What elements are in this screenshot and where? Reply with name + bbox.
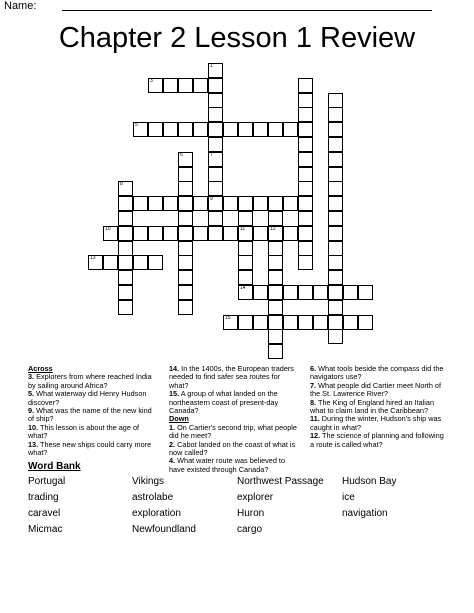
crossword-cell[interactable] (268, 211, 283, 226)
crossword-cell[interactable] (208, 167, 223, 182)
crossword-cell[interactable] (328, 211, 343, 226)
word-bank-item: astrolabe (132, 492, 174, 503)
crossword-cell[interactable] (283, 226, 298, 241)
crossword-cell[interactable] (328, 270, 343, 285)
clue-number: 6 (180, 151, 183, 158)
crossword-cell[interactable] (328, 315, 343, 330)
crossword-cell[interactable] (298, 285, 313, 300)
crossword-cell[interactable] (133, 196, 148, 211)
crossword-cell[interactable] (148, 78, 163, 93)
crossword-cell[interactable] (163, 122, 178, 137)
crossword-cell[interactable] (118, 270, 133, 285)
crossword-cell[interactable] (343, 315, 358, 330)
crossword-cell[interactable] (163, 196, 178, 211)
crossword-cell[interactable] (223, 122, 238, 137)
crossword-cell[interactable] (328, 226, 343, 241)
crossword-cell[interactable] (283, 196, 298, 211)
crossword-cell[interactable] (208, 63, 223, 78)
clue-across-13: 13. These new ships could carry more what? (28, 439, 152, 458)
crossword-cell[interactable] (298, 107, 313, 122)
clue-number: 11 (240, 225, 246, 232)
crossword-cell[interactable] (163, 226, 178, 241)
crossword-cell[interactable] (118, 196, 133, 211)
crossword-cell[interactable] (238, 285, 253, 300)
clue-down-4: 4. What water route was believed to have existed through Canada? (169, 456, 286, 474)
crossword-cell[interactable] (103, 255, 118, 270)
crossword-cell[interactable] (283, 315, 298, 330)
crossword-cell[interactable] (178, 211, 193, 226)
crossword-cell[interactable] (133, 255, 148, 270)
crossword-cell[interactable] (253, 122, 268, 137)
word-bank-item: explorer (237, 492, 274, 503)
crossword-cell[interactable] (193, 122, 208, 137)
crossword-cell[interactable] (238, 196, 253, 211)
crossword-cell[interactable] (178, 167, 193, 182)
crossword-cell[interactable] (328, 107, 343, 122)
across-heading: Across (28, 364, 53, 373)
clue-number: 14 (240, 285, 246, 291)
clues-column-3 (310, 365, 445, 449)
clues-column-2 (169, 365, 301, 474)
crossword-cell[interactable] (328, 241, 343, 256)
crossword-cell[interactable] (328, 137, 343, 152)
name-label: Name: (4, 0, 37, 12)
word-bank-item: Vikings (132, 476, 165, 487)
clue-number: 7 (210, 151, 213, 158)
crossword-cell[interactable] (298, 152, 313, 167)
crossword-cell[interactable] (238, 122, 253, 137)
crossword-cell[interactable] (298, 78, 313, 93)
crossword-cell[interactable] (208, 226, 223, 241)
crossword-cell[interactable] (118, 226, 133, 241)
word-bank-item: Hudson Bay (342, 476, 397, 487)
crossword-cell[interactable] (298, 255, 313, 270)
crossword-cell[interactable] (178, 122, 193, 137)
crossword-cell[interactable] (268, 315, 283, 330)
word-bank-title: Word Bank (28, 461, 81, 472)
word-bank-item: cargo (237, 524, 263, 535)
clue-number: 10 (105, 225, 111, 232)
clues-column-1 (28, 365, 158, 457)
crossword-cell[interactable] (163, 78, 178, 93)
word-bank-item: Northwest Passage (237, 476, 324, 487)
crossword-cell[interactable] (208, 137, 223, 152)
clue-down-12: 12. The science of planning and following a route is called what? (310, 431, 444, 449)
clue-number: 12 (270, 225, 276, 232)
crossword-cell[interactable] (328, 152, 343, 167)
down-heading: Down (169, 414, 189, 424)
crossword-cell[interactable] (298, 137, 313, 152)
crossword-cell[interactable] (253, 196, 268, 211)
crossword-cell[interactable] (118, 255, 133, 270)
crossword-cell[interactable] (103, 226, 118, 241)
crossword-cell[interactable] (268, 122, 283, 137)
crossword-cell[interactable] (178, 78, 193, 93)
crossword-cell[interactable] (178, 196, 193, 211)
clue-down-6: 6. What tools beside the compass did the navigators use? (310, 364, 444, 382)
clue-number: 13 (90, 255, 96, 262)
crossword-cell[interactable] (178, 300, 193, 315)
clue-number: 5 (135, 122, 138, 129)
crossword-cell[interactable] (313, 315, 328, 330)
crossword-cell[interactable] (298, 315, 313, 330)
crossword-cell[interactable] (283, 122, 298, 137)
crossword-cell[interactable] (178, 285, 193, 300)
crossword-cell[interactable] (268, 270, 283, 285)
crossword-cell[interactable] (178, 152, 193, 167)
crossword-cell[interactable] (238, 226, 253, 241)
word-bank-item: caravel (28, 508, 61, 519)
crossword-cell[interactable] (328, 285, 343, 300)
crossword-cell[interactable] (328, 122, 343, 137)
crossword-cell[interactable] (298, 196, 313, 211)
clue-number: 15 (225, 314, 231, 321)
crossword-cell[interactable] (253, 285, 268, 300)
crossword-cell[interactable] (328, 329, 343, 344)
crossword-cell[interactable] (208, 122, 223, 137)
crossword-cell[interactable] (298, 181, 313, 196)
crossword-cell[interactable] (238, 315, 253, 330)
crossword-cell[interactable] (238, 211, 253, 226)
crossword-cell[interactable] (178, 241, 193, 256)
crossword-cell[interactable] (178, 226, 193, 241)
crossword-cell[interactable] (328, 93, 343, 108)
crossword-cell[interactable] (358, 285, 373, 300)
clue-number: 8 (120, 181, 123, 188)
crossword-cell[interactable] (178, 181, 193, 196)
crossword-cell[interactable] (118, 241, 133, 256)
crossword-cell[interactable] (268, 241, 283, 256)
clue-across-15: 15. A group of what landed on the northeastern coast of present-day Canada? (169, 389, 279, 416)
crossword-cell[interactable] (118, 211, 133, 226)
clue-number: 3 (150, 77, 153, 84)
crossword-cell[interactable] (178, 255, 193, 270)
crossword-cell[interactable] (223, 226, 238, 241)
crossword-cell[interactable] (328, 300, 343, 315)
crossword-cell[interactable] (268, 300, 283, 315)
crossword-cell[interactable] (148, 226, 163, 241)
crossword-cell[interactable] (328, 181, 343, 196)
crossword-cell[interactable] (148, 122, 163, 137)
crossword-cell[interactable] (358, 315, 373, 330)
crossword-cell[interactable] (238, 255, 253, 270)
clue-down-8: 8. The King of England hired an Italian what to claim land in the Caribbean? (310, 397, 435, 416)
clue-down-1: 1. On Cartier's second trip, what people did he meet? (169, 422, 297, 441)
crossword-cell[interactable] (118, 181, 133, 196)
clue-across-14: 14. In the 1400s, the European traders needed to find safer sea routes for what? (169, 364, 294, 390)
crossword-cell[interactable] (253, 315, 268, 330)
crossword-cell[interactable] (208, 152, 223, 167)
crossword-cell[interactable] (328, 196, 343, 211)
clue-number: 1 (210, 63, 213, 69)
crossword-cell[interactable] (208, 181, 223, 196)
crossword-cell[interactable] (283, 285, 298, 300)
crossword-cell[interactable] (208, 211, 223, 226)
crossword-cell[interactable] (118, 300, 133, 315)
crossword-cell[interactable] (268, 344, 283, 359)
crossword-cell[interactable] (328, 255, 343, 270)
crossword-cell[interactable] (238, 241, 253, 256)
crossword-cell[interactable] (253, 226, 268, 241)
crossword-cell[interactable] (268, 196, 283, 211)
crossword-cell[interactable] (133, 122, 148, 137)
word-bank-item: trading (28, 492, 59, 503)
crossword-cell[interactable] (208, 78, 223, 93)
clue-across-5: 5. What waterway did Henry Hudson discover? (28, 389, 147, 407)
clue-down-11: 11. During the winter, Hudson's ship was caught in what? (310, 414, 442, 432)
clue-across-3: 3. Explorers from where reached India by sailing around Africa? (28, 372, 152, 390)
crossword-cell[interactable] (268, 226, 283, 241)
crossword-cell[interactable] (148, 255, 163, 270)
clue-down-2: 2. Cabot landed on the coast of what is now called? (169, 439, 296, 458)
crossword-cell[interactable] (193, 78, 208, 93)
crossword-cell[interactable] (193, 196, 208, 211)
crossword-cell[interactable] (148, 196, 163, 211)
crossword-cell[interactable] (133, 226, 148, 241)
crossword-cell[interactable] (298, 122, 313, 137)
crossword-cell[interactable] (223, 315, 238, 330)
crossword-cell[interactable] (193, 226, 208, 241)
crossword-cell[interactable] (268, 255, 283, 270)
crossword-cell[interactable] (268, 329, 283, 344)
crossword-cell[interactable] (208, 196, 223, 211)
word-bank-item: ice (342, 492, 355, 503)
clue-across-10: 10. This lesson is about the age of what? (28, 422, 140, 441)
word-bank-item: Portugal (28, 476, 66, 487)
crossword-cell[interactable] (328, 167, 343, 182)
crossword-cell[interactable] (298, 211, 313, 226)
crossword-cell[interactable] (298, 226, 313, 241)
page-title: Chapter 2 Lesson 1 Review (58, 22, 416, 54)
crossword-cell[interactable] (118, 285, 133, 300)
crossword-cell[interactable] (208, 93, 223, 108)
word-bank-item: navigation (342, 508, 388, 519)
crossword-cell[interactable] (208, 107, 223, 122)
crossword-cell[interactable] (298, 93, 313, 108)
clue-down-7: 7. What people did Cartier meet North of the St. Lawrence River? (310, 380, 442, 399)
crossword-cell[interactable] (313, 285, 328, 300)
clue-number: 9 (210, 196, 213, 203)
crossword-cell[interactable] (223, 196, 238, 211)
word-bank-item: exploration (132, 508, 181, 519)
clue-across-9: 9. What was the name of the new kind of ship? (28, 406, 152, 424)
crossword-cell[interactable] (88, 255, 103, 270)
crossword-cell[interactable] (298, 167, 313, 182)
crossword-cell[interactable] (178, 270, 193, 285)
crossword-cell[interactable] (238, 270, 253, 285)
word-bank-item: Huron (237, 508, 265, 519)
word-bank-item: Newfoundland (132, 524, 196, 535)
word-bank-item: Micmac (28, 524, 63, 535)
crossword-cell[interactable] (298, 241, 313, 256)
crossword-cell[interactable] (268, 285, 283, 300)
crossword-cell[interactable] (343, 285, 358, 300)
